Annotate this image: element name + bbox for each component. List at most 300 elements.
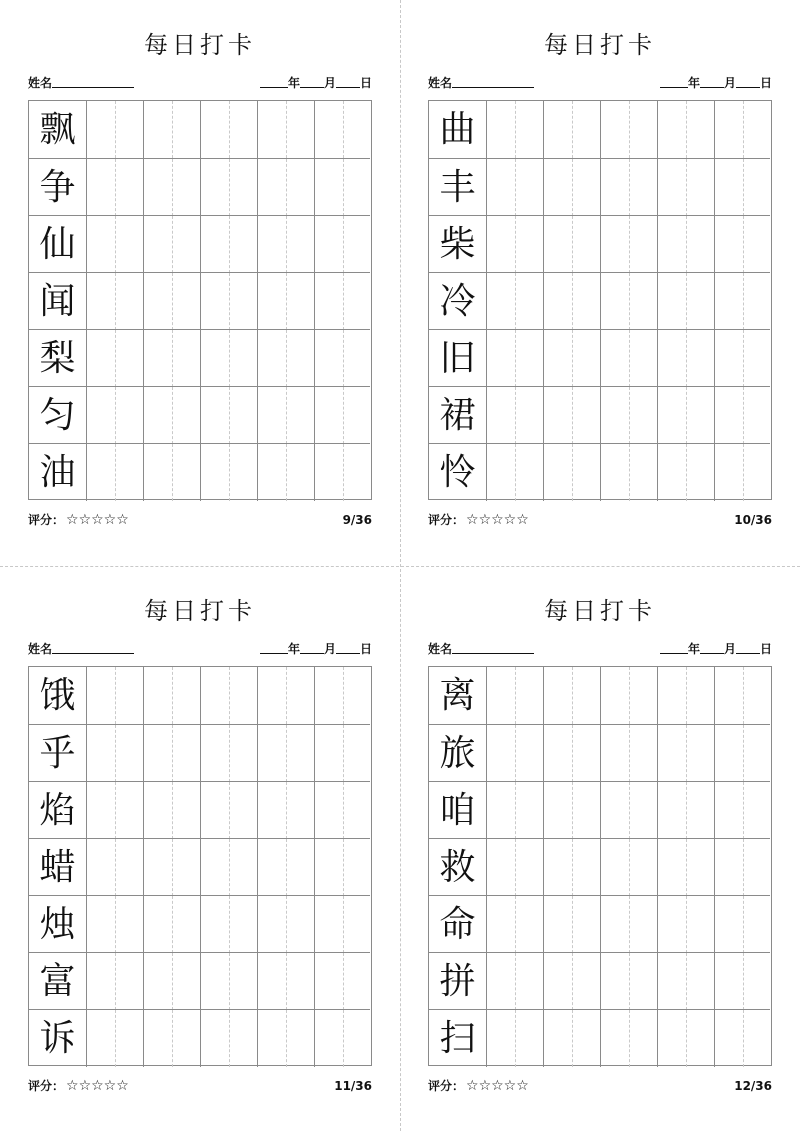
cell-guide-line	[229, 159, 230, 216]
model-character: 诉	[39, 1018, 76, 1059]
practice-cell[interactable]	[314, 839, 371, 896]
grid-row	[429, 667, 770, 724]
practice-cell[interactable]	[600, 953, 657, 1010]
practice-cell[interactable]	[143, 330, 200, 387]
grid-row	[29, 667, 370, 724]
card-footer	[428, 1076, 772, 1096]
practice-cell[interactable]	[86, 101, 143, 158]
model-character: 怜	[439, 452, 476, 493]
practice-cell[interactable]	[314, 444, 371, 501]
cell-guide-line	[286, 953, 287, 1010]
practice-cell[interactable]	[200, 273, 257, 330]
rating-stars-icon: ☆☆☆☆☆	[466, 1078, 529, 1094]
cell-guide-line	[572, 330, 573, 387]
cell-guide-line	[629, 782, 630, 839]
cell-guide-line	[229, 725, 230, 782]
practice-cell[interactable]	[143, 839, 200, 896]
cell-guide-line	[286, 101, 287, 158]
model-character-cell	[429, 896, 486, 953]
cell-guide-line	[229, 839, 230, 896]
name-blank	[52, 641, 134, 654]
cell-guide-line	[743, 782, 744, 839]
practice-cell[interactable]	[714, 1010, 771, 1067]
year-blank	[260, 75, 288, 88]
practice-cell[interactable]	[86, 330, 143, 387]
practice-cell[interactable]	[600, 839, 657, 896]
practice-cell[interactable]	[486, 444, 543, 501]
practice-cell[interactable]	[714, 667, 771, 724]
cell-guide-line	[172, 896, 173, 953]
practice-cell[interactable]	[657, 896, 714, 953]
cell-guide-line	[286, 896, 287, 953]
practice-cell[interactable]	[657, 1010, 714, 1067]
cell-guide-line	[629, 725, 630, 782]
cell-guide-line	[629, 667, 630, 724]
practice-cell[interactable]	[314, 667, 371, 724]
day-blank	[336, 641, 360, 654]
practice-cell[interactable]	[257, 782, 314, 839]
cell-guide-line	[115, 782, 116, 839]
practice-cell[interactable]	[486, 216, 543, 273]
cell-guide-line	[229, 896, 230, 953]
practice-cell[interactable]	[486, 101, 543, 158]
practice-cell[interactable]	[714, 444, 771, 501]
model-character-cell	[29, 782, 86, 839]
cell-guide-line	[572, 387, 573, 444]
practice-cell[interactable]	[657, 387, 714, 444]
cell-guide-line	[515, 725, 516, 782]
practice-cell[interactable]	[543, 159, 600, 216]
practice-cell[interactable]	[657, 273, 714, 330]
practice-cell[interactable]	[86, 216, 143, 273]
cell-guide-line	[343, 1010, 344, 1067]
practice-cell[interactable]	[200, 330, 257, 387]
cell-guide-line	[629, 216, 630, 273]
practice-cell[interactable]	[486, 725, 543, 782]
practice-cell[interactable]	[600, 101, 657, 158]
practice-cell[interactable]	[600, 330, 657, 387]
practice-cell[interactable]	[257, 839, 314, 896]
cell-guide-line	[115, 725, 116, 782]
model-character-cell	[429, 101, 486, 158]
score-label: 评分：	[28, 1079, 65, 1093]
cell-guide-line	[515, 273, 516, 330]
model-character-cell	[429, 273, 486, 330]
practice-cell[interactable]	[543, 725, 600, 782]
practice-cell[interactable]	[200, 953, 257, 1010]
practice-cell[interactable]	[143, 216, 200, 273]
practice-cell[interactable]	[200, 101, 257, 158]
practice-cell[interactable]	[486, 667, 543, 724]
day-blank	[736, 641, 760, 654]
cell-guide-line	[229, 101, 230, 158]
practice-cell[interactable]	[543, 273, 600, 330]
practice-cell[interactable]	[714, 896, 771, 953]
model-character: 柴	[439, 224, 476, 265]
cell-guide-line	[286, 725, 287, 782]
practice-cell[interactable]	[600, 725, 657, 782]
practice-cell[interactable]	[657, 159, 714, 216]
name-blank	[52, 75, 134, 88]
model-character: 仙	[39, 224, 76, 265]
practice-cell[interactable]	[543, 330, 600, 387]
practice-cell[interactable]	[86, 725, 143, 782]
practice-cell[interactable]	[714, 782, 771, 839]
cell-guide-line	[629, 101, 630, 158]
model-character-cell	[429, 1010, 486, 1067]
practice-cell[interactable]	[714, 159, 771, 216]
practice-cell[interactable]	[657, 444, 714, 501]
info-row	[428, 640, 772, 658]
card-title: 每日打卡	[544, 31, 656, 59]
practice-cell[interactable]	[314, 1010, 371, 1067]
practice-cell[interactable]	[657, 101, 714, 158]
practice-cell[interactable]	[143, 444, 200, 501]
practice-cell[interactable]	[257, 1010, 314, 1067]
score-field	[428, 1076, 529, 1096]
practice-cell[interactable]	[657, 725, 714, 782]
month-label: 月	[723, 76, 736, 90]
practice-cell[interactable]	[143, 782, 200, 839]
practice-cell[interactable]	[86, 387, 143, 444]
page-number: 12/36	[734, 1079, 772, 1093]
grid-row	[429, 895, 770, 953]
model-character: 离	[439, 675, 476, 716]
practice-cell[interactable]	[657, 216, 714, 273]
grid-row	[29, 724, 370, 782]
cell-guide-line	[743, 330, 744, 387]
cell-guide-line	[743, 953, 744, 1010]
cell-guide-line	[743, 216, 744, 273]
cell-guide-line	[629, 387, 630, 444]
practice-cell[interactable]	[543, 782, 600, 839]
practice-cell[interactable]	[543, 387, 600, 444]
model-character-cell	[29, 387, 86, 444]
model-character: 梨	[39, 338, 76, 379]
practice-cell[interactable]	[200, 159, 257, 216]
cell-guide-line	[629, 953, 630, 1010]
practice-cell[interactable]	[143, 159, 200, 216]
practice-cell[interactable]	[86, 273, 143, 330]
practice-cell[interactable]	[257, 387, 314, 444]
grid-row	[429, 952, 770, 1010]
practice-cell[interactable]	[486, 159, 543, 216]
name-field	[28, 74, 134, 92]
practice-cell[interactable]	[200, 387, 257, 444]
practice-cell[interactable]	[543, 101, 600, 158]
practice-cell[interactable]	[143, 101, 200, 158]
score-field	[428, 510, 529, 530]
practice-cell[interactable]	[314, 216, 371, 273]
practice-cell[interactable]	[257, 273, 314, 330]
practice-cell[interactable]	[143, 273, 200, 330]
month-label: 月	[323, 76, 336, 90]
practice-cell[interactable]	[600, 273, 657, 330]
model-character: 旧	[439, 338, 476, 379]
model-character-cell	[29, 444, 86, 501]
practice-cell[interactable]	[86, 896, 143, 953]
cell-guide-line	[286, 839, 287, 896]
grid-row	[429, 781, 770, 839]
cell-guide-line	[115, 159, 116, 216]
model-character-cell	[29, 839, 86, 896]
practice-cell[interactable]	[486, 953, 543, 1010]
practice-cell[interactable]	[257, 159, 314, 216]
cell-guide-line	[629, 1010, 630, 1067]
rating-stars-icon: ☆☆☆☆☆	[66, 1078, 129, 1094]
cell-guide-line	[286, 216, 287, 273]
practice-cell[interactable]	[86, 953, 143, 1010]
practice-cell[interactable]	[714, 216, 771, 273]
cell-guide-line	[286, 387, 287, 444]
practice-cell[interactable]	[543, 667, 600, 724]
score-label: 评分：	[428, 513, 465, 527]
practice-cell[interactable]	[86, 1010, 143, 1067]
grid-row	[29, 443, 370, 501]
practice-cell[interactable]	[200, 1010, 257, 1067]
practice-cell[interactable]	[314, 330, 371, 387]
date-field	[660, 640, 772, 658]
cell-guide-line	[515, 1010, 516, 1067]
practice-cell[interactable]	[314, 159, 371, 216]
card-title: 每日打卡	[144, 31, 256, 59]
practice-cell[interactable]	[143, 1010, 200, 1067]
practice-cell[interactable]	[600, 896, 657, 953]
practice-cell[interactable]	[143, 896, 200, 953]
cell-guide-line	[743, 159, 744, 216]
practice-cell[interactable]	[257, 896, 314, 953]
cell-guide-line	[172, 101, 173, 158]
model-character-cell	[29, 953, 86, 1010]
practice-cell[interactable]	[314, 782, 371, 839]
practice-card-2	[400, 0, 800, 565]
card-footer	[28, 1076, 372, 1096]
card-footer	[28, 510, 372, 530]
practice-cell[interactable]	[543, 1010, 600, 1067]
day-label: 日	[759, 76, 772, 90]
cell-guide-line	[743, 839, 744, 896]
cell-guide-line	[172, 839, 173, 896]
cell-guide-line	[515, 216, 516, 273]
practice-cell[interactable]	[314, 896, 371, 953]
name-label: 姓名	[428, 642, 453, 656]
cell-guide-line	[229, 273, 230, 330]
practice-cell[interactable]	[600, 444, 657, 501]
cell-guide-line	[515, 387, 516, 444]
cell-guide-line	[686, 159, 687, 216]
practice-cell[interactable]	[600, 782, 657, 839]
practice-cell[interactable]	[143, 725, 200, 782]
practice-cell[interactable]	[314, 273, 371, 330]
practice-cell[interactable]	[714, 953, 771, 1010]
cell-guide-line	[686, 1010, 687, 1067]
practice-cell[interactable]	[543, 444, 600, 501]
practice-cell[interactable]	[657, 782, 714, 839]
practice-cell[interactable]	[257, 216, 314, 273]
model-character-cell	[429, 330, 486, 387]
cell-guide-line	[286, 667, 287, 724]
practice-cell[interactable]	[314, 953, 371, 1010]
cell-guide-line	[686, 953, 687, 1010]
practice-cell[interactable]	[600, 387, 657, 444]
info-row	[28, 74, 372, 92]
cell-guide-line	[115, 839, 116, 896]
practice-cell[interactable]	[486, 387, 543, 444]
practice-cell[interactable]	[600, 159, 657, 216]
practice-card-3	[0, 566, 400, 1131]
model-character-cell	[29, 216, 86, 273]
practice-cell[interactable]	[657, 953, 714, 1010]
cell-guide-line	[343, 444, 344, 501]
practice-cell[interactable]	[714, 330, 771, 387]
cell-guide-line	[229, 1010, 230, 1067]
practice-cell[interactable]	[714, 101, 771, 158]
writing-grid	[28, 100, 372, 500]
cell-guide-line	[743, 667, 744, 724]
model-character-cell	[29, 101, 86, 158]
practice-cell[interactable]	[486, 896, 543, 953]
practice-cell[interactable]	[200, 896, 257, 953]
cell-guide-line	[115, 444, 116, 501]
practice-cell[interactable]	[257, 444, 314, 501]
info-row	[428, 74, 772, 92]
cell-guide-line	[515, 101, 516, 158]
practice-cell[interactable]	[200, 216, 257, 273]
model-character-cell	[429, 725, 486, 782]
practice-cell[interactable]	[543, 896, 600, 953]
practice-cell[interactable]	[657, 330, 714, 387]
grid-row	[29, 272, 370, 330]
practice-cell[interactable]	[714, 725, 771, 782]
cell-guide-line	[515, 896, 516, 953]
cell-guide-line	[572, 273, 573, 330]
practice-cell[interactable]	[314, 387, 371, 444]
model-character: 扫	[439, 1018, 476, 1059]
practice-cell[interactable]	[200, 782, 257, 839]
practice-cell[interactable]	[600, 667, 657, 724]
name-label: 姓名	[28, 76, 53, 90]
practice-cell[interactable]	[600, 1010, 657, 1067]
practice-cell[interactable]	[200, 444, 257, 501]
cell-guide-line	[572, 444, 573, 501]
cell-guide-line	[115, 387, 116, 444]
practice-cell[interactable]	[86, 782, 143, 839]
practice-cell[interactable]	[543, 953, 600, 1010]
year-label: 年	[687, 76, 700, 90]
cell-guide-line	[172, 953, 173, 1010]
practice-cell[interactable]	[486, 273, 543, 330]
grid-row	[429, 215, 770, 273]
year-blank	[260, 641, 288, 654]
practice-cell[interactable]	[86, 159, 143, 216]
date-field	[260, 640, 372, 658]
practice-cell[interactable]	[714, 387, 771, 444]
model-character-cell	[429, 216, 486, 273]
model-character: 争	[39, 167, 76, 208]
model-character: 丰	[439, 167, 476, 208]
practice-cell[interactable]	[200, 725, 257, 782]
cell-guide-line	[115, 667, 116, 724]
day-label: 日	[359, 642, 372, 656]
practice-cell[interactable]	[200, 839, 257, 896]
practice-cell[interactable]	[657, 667, 714, 724]
practice-cell[interactable]	[714, 273, 771, 330]
practice-cell[interactable]	[543, 216, 600, 273]
grid-row	[29, 895, 370, 953]
info-row	[28, 640, 372, 658]
practice-cell[interactable]	[86, 667, 143, 724]
cell-guide-line	[572, 216, 573, 273]
cell-guide-line	[343, 159, 344, 216]
cell-guide-line	[172, 667, 173, 724]
year-blank	[660, 75, 688, 88]
practice-cell[interactable]	[143, 953, 200, 1010]
practice-cell[interactable]	[257, 667, 314, 724]
practice-cell[interactable]	[257, 953, 314, 1010]
practice-cell[interactable]	[257, 330, 314, 387]
model-character-cell	[429, 782, 486, 839]
cell-guide-line	[286, 273, 287, 330]
model-character-cell	[29, 159, 86, 216]
practice-cell[interactable]	[600, 216, 657, 273]
practice-cell[interactable]	[143, 387, 200, 444]
model-character: 油	[39, 452, 76, 493]
practice-cell[interactable]	[314, 101, 371, 158]
practice-cell[interactable]	[314, 725, 371, 782]
cell-guide-line	[343, 782, 344, 839]
practice-cell[interactable]	[657, 839, 714, 896]
cell-guide-line	[572, 725, 573, 782]
grid-row	[429, 272, 770, 330]
grid-row	[29, 1009, 370, 1067]
practice-cell[interactable]	[143, 667, 200, 724]
practice-cell[interactable]	[200, 667, 257, 724]
cell-guide-line	[343, 839, 344, 896]
rating-stars-icon: ☆☆☆☆☆	[66, 512, 129, 528]
cell-guide-line	[343, 216, 344, 273]
practice-cell[interactable]	[257, 725, 314, 782]
model-character-cell	[29, 330, 86, 387]
practice-cell[interactable]	[86, 839, 143, 896]
cell-guide-line	[343, 330, 344, 387]
cell-guide-line	[229, 667, 230, 724]
practice-cell[interactable]	[486, 782, 543, 839]
cell-guide-line	[686, 444, 687, 501]
practice-cell[interactable]	[486, 1010, 543, 1067]
date-field	[660, 74, 772, 92]
cell-guide-line	[572, 101, 573, 158]
cell-guide-line	[286, 782, 287, 839]
model-character-cell	[29, 667, 86, 724]
year-label: 年	[287, 642, 300, 656]
cell-guide-line	[629, 330, 630, 387]
practice-cell[interactable]	[486, 839, 543, 896]
score-field	[28, 1076, 129, 1096]
practice-cell[interactable]	[486, 330, 543, 387]
cell-guide-line	[172, 444, 173, 501]
cell-guide-line	[286, 159, 287, 216]
cell-guide-line	[229, 387, 230, 444]
practice-cell[interactable]	[714, 839, 771, 896]
cell-guide-line	[515, 444, 516, 501]
date-field	[260, 74, 372, 92]
cell-guide-line	[515, 953, 516, 1010]
model-character: 拼	[439, 961, 476, 1002]
card-title: 每日打卡	[544, 597, 656, 625]
practice-cell[interactable]	[543, 839, 600, 896]
practice-cell[interactable]	[86, 444, 143, 501]
practice-cell[interactable]	[257, 101, 314, 158]
